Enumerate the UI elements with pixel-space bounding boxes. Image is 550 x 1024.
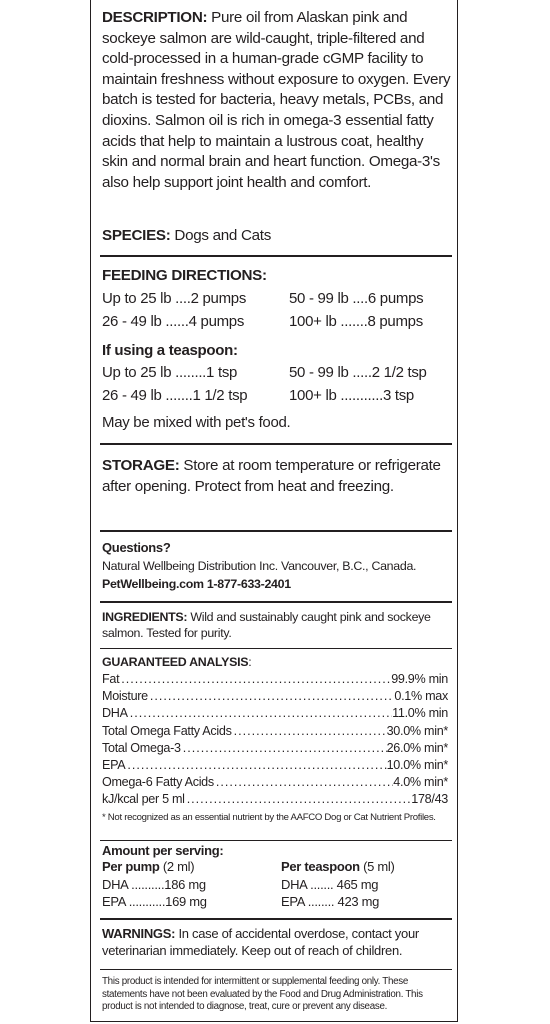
divider bbox=[100, 601, 452, 603]
per-pump-epa: EPA ...........169 mg bbox=[102, 894, 207, 909]
per-teaspoon-epa: EPA ........ 423 mg bbox=[281, 894, 380, 909]
per-teaspoon-unit: (5 ml) bbox=[359, 859, 395, 874]
species-text: Dogs and Cats bbox=[174, 227, 271, 244]
analysis-value: 10.0% min* bbox=[386, 758, 448, 772]
analysis-row bbox=[102, 689, 448, 703]
ingredients-section bbox=[102, 609, 452, 641]
analysis-nutrient: Total Omega-3 bbox=[102, 740, 181, 755]
analysis-row bbox=[102, 792, 448, 806]
storage-text: Store at room temperature or refrigerate after opening. Protect from heat and freezing. bbox=[102, 457, 441, 495]
per-pump-unit: (2 ml) bbox=[159, 859, 195, 874]
divider bbox=[100, 443, 452, 445]
feeding-row: 26 - 49 lb ......4 pumps bbox=[102, 313, 245, 330]
description-section bbox=[102, 8, 452, 193]
per-teaspoon-heading bbox=[281, 859, 395, 874]
analysis-row bbox=[102, 758, 448, 772]
divider bbox=[100, 969, 452, 970]
species-label: SPECIES: bbox=[102, 227, 171, 244]
analysis-row bbox=[102, 724, 448, 738]
leader-dots bbox=[181, 741, 387, 755]
ingredients-label: INGREDIENTS: bbox=[102, 610, 188, 624]
divider bbox=[100, 648, 452, 649]
analysis-value: 26.0% min* bbox=[386, 740, 448, 755]
divider bbox=[100, 530, 452, 532]
analysis-nutrient: EPA bbox=[102, 758, 126, 772]
per-pump-heading bbox=[102, 859, 194, 874]
per-teaspoon-label: Per teaspoon bbox=[281, 859, 360, 874]
leader-dots bbox=[232, 724, 387, 738]
analysis-row bbox=[102, 672, 448, 686]
analysis-nutrient: DHA bbox=[102, 706, 128, 721]
feeding-note: May be mixed with pet's food. bbox=[102, 414, 291, 431]
analysis-value: 11.0% min bbox=[392, 706, 448, 721]
analysis-heading bbox=[102, 654, 452, 670]
questions-address: Natural Wellbeing Distribution Inc. Vancouver, B.C., Canada. bbox=[102, 559, 417, 573]
divider bbox=[100, 918, 452, 920]
description-text: Pure oil from Alaskan pink and sockeye salmon are wild-caught, triple-filtered and cold-processed in a human-grade cGMP facility to maintain freshness without exposure to oxygen. Every batch is tested for bacteria, heavy metals, PCBs, and dioxins. Salmon oil is rich in omega-3 essential fatty acids that help to maintain a lustrous coat, healthy skin and normal brain and heart function. Omega-3's also help support joint health and comfort. bbox=[102, 9, 451, 191]
divider bbox=[100, 255, 452, 257]
teaspoon-row: 50 - 99 lb .....2 1/2 tsp bbox=[289, 364, 427, 381]
teaspoon-label: If using a teaspoon: bbox=[102, 342, 238, 359]
analysis-nutrient: Moisture bbox=[102, 689, 148, 704]
description-label: DESCRIPTION: bbox=[102, 9, 208, 26]
per-pump-dha: DHA ..........186 mg bbox=[102, 877, 206, 892]
analysis-row bbox=[102, 775, 448, 789]
warnings-label: WARNINGS: bbox=[102, 926, 176, 941]
feeding-row: 100+ lb .......8 pumps bbox=[289, 313, 423, 330]
teaspoon-row: 26 - 49 lb .......1 1/2 tsp bbox=[102, 387, 248, 404]
analysis-nutrient: kJ/kcal per 5 ml bbox=[102, 792, 185, 807]
leader-dots bbox=[128, 706, 392, 720]
teaspoon-row: 100+ lb ...........3 tsp bbox=[289, 387, 414, 404]
leader-dots bbox=[214, 775, 393, 789]
disclaimer: This product is intended for intermittent or supplemental feeding only. These statements have not been evaluated by the Food and Drug Administration. This product is not intended to diagnose, treat, cure or prevent any disease. bbox=[102, 976, 423, 1012]
analysis-value: 0.1% max bbox=[394, 689, 448, 704]
species-section bbox=[102, 227, 452, 244]
analysis-nutrient: Fat bbox=[102, 672, 120, 686]
ingredients-text: Wild and sustainably caught pink and sockeye salmon. Tested for purity. bbox=[102, 610, 431, 640]
leader-dots bbox=[119, 672, 391, 686]
leader-dots bbox=[148, 689, 395, 703]
analysis-label: GUARANTEED ANALYSIS bbox=[102, 655, 249, 669]
storage-section bbox=[102, 456, 452, 497]
analysis-nutrient: Total Omega Fatty Acids bbox=[102, 723, 232, 738]
analysis-value: 178/43 bbox=[411, 792, 448, 807]
warnings-section bbox=[102, 925, 452, 959]
divider bbox=[100, 840, 452, 841]
analysis-nutrient: Omega-6 Fatty Acids bbox=[102, 775, 214, 790]
leader-dots bbox=[185, 792, 412, 806]
feeding-row: 50 - 99 lb ....6 pumps bbox=[289, 290, 424, 307]
warnings-text: In case of accidental overdose, contact your veterinarian immediately. Keep out of reach of children. bbox=[102, 926, 419, 958]
teaspoon-row: Up to 25 lb ........1 tsp bbox=[102, 364, 238, 381]
analysis-value: 30.0% min* bbox=[386, 723, 448, 738]
analysis-value: 99.9% min bbox=[391, 672, 448, 686]
analysis-row bbox=[102, 741, 448, 755]
leader-dots bbox=[125, 758, 386, 772]
per-pump-label: Per pump bbox=[102, 859, 160, 874]
storage-label: STORAGE: bbox=[102, 457, 180, 474]
questions-contact: PetWellbeing.com 1-877-633-2401 bbox=[102, 577, 291, 591]
per-teaspoon-dha: DHA ....... 465 mg bbox=[281, 877, 379, 892]
feeding-label: FEEDING DIRECTIONS: bbox=[102, 267, 267, 284]
feeding-row: Up to 25 lb ....2 pumps bbox=[102, 290, 247, 307]
analysis-colon: : bbox=[248, 655, 252, 669]
serving-label: Amount per serving: bbox=[102, 843, 224, 858]
analysis-row bbox=[102, 706, 448, 720]
analysis-footnote: * Not recognized as an essential nutrient by the AAFCO Dog or Cat Nutrient Profiles. bbox=[102, 812, 436, 823]
questions-label: Questions? bbox=[102, 540, 171, 555]
analysis-value: 4.0% min* bbox=[393, 775, 448, 790]
